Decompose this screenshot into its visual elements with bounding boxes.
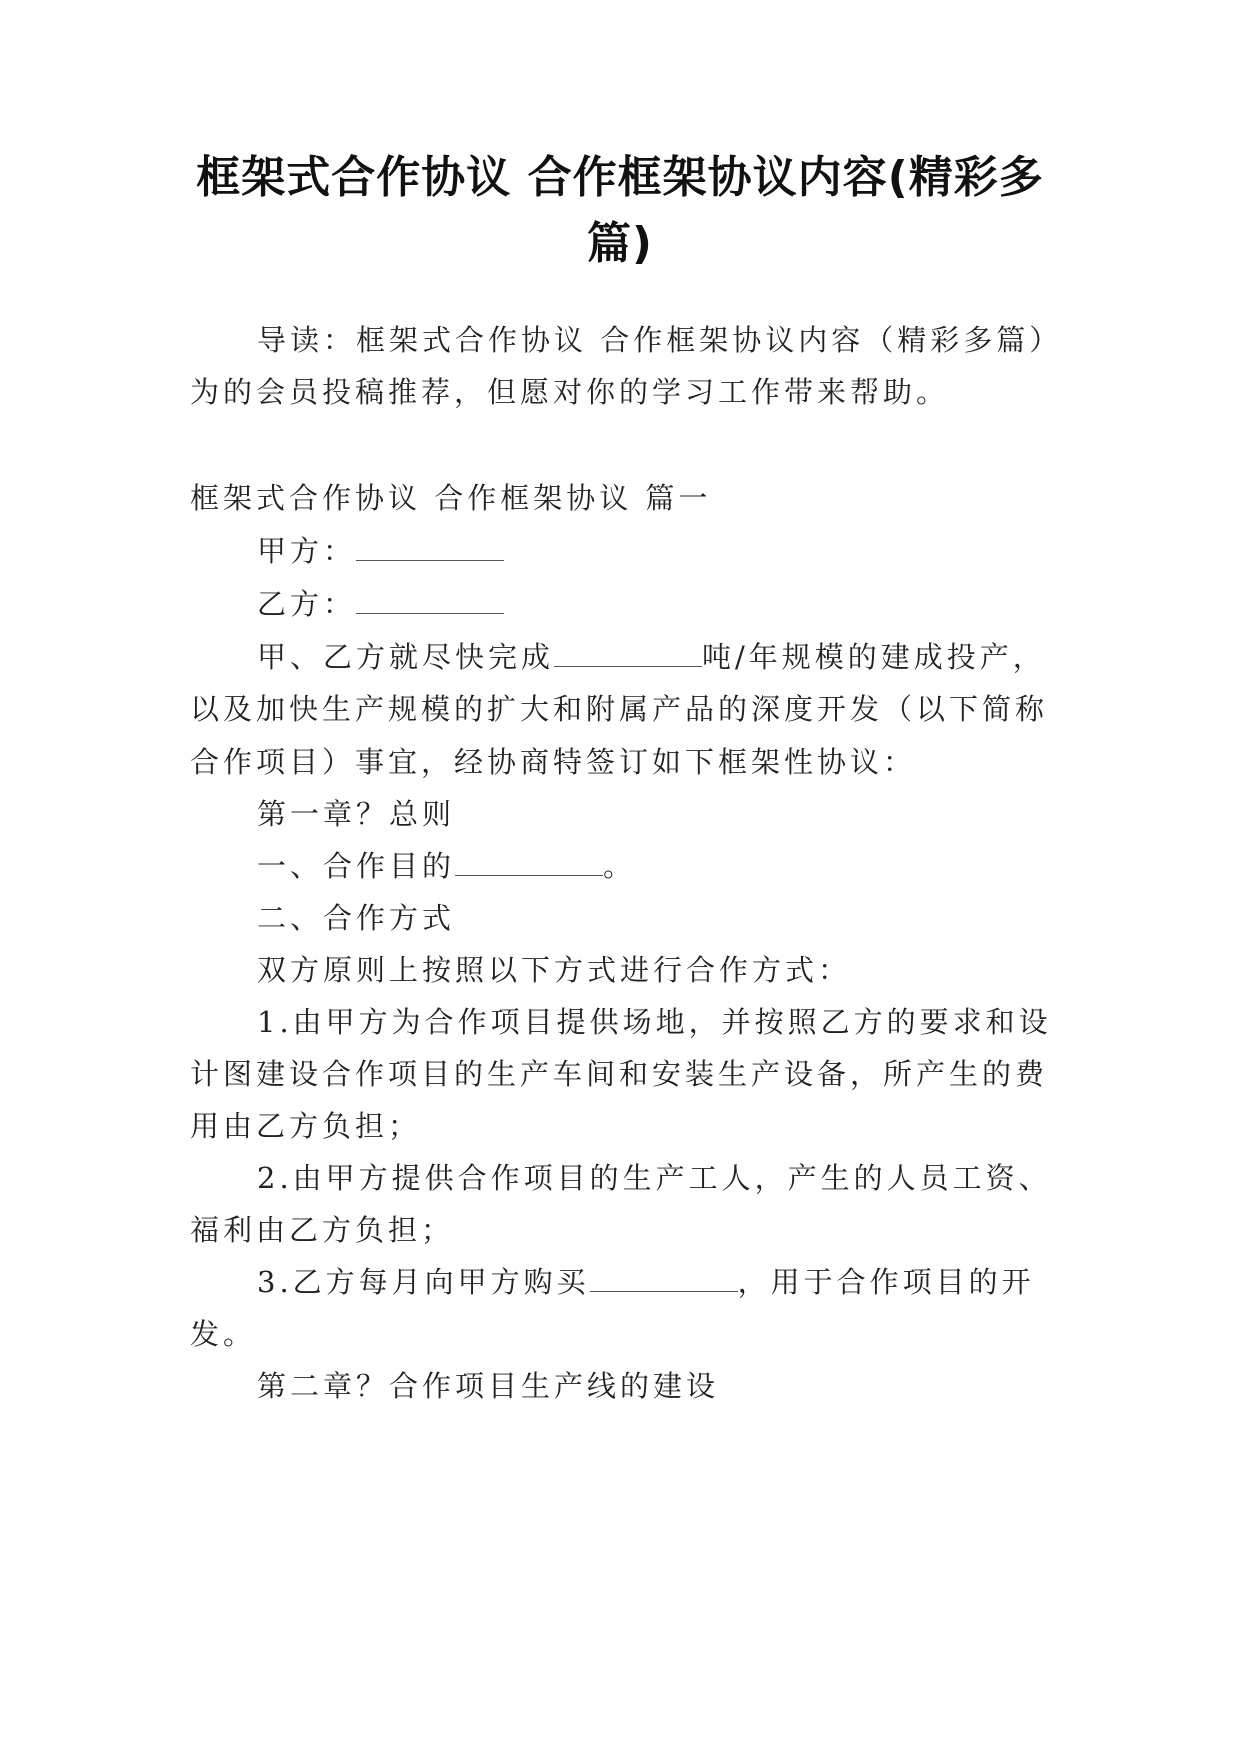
title-line-1: 框架式合作协议 合作框架协议内容(精彩多 xyxy=(196,152,1044,203)
paragraph-1-line-3: 合作项目）事宜，经协商特签订如下框架性协议： xyxy=(190,745,917,779)
paragraph-5-pre: 3.乙方每月向甲方购买 xyxy=(257,1265,590,1299)
paragraph-3-line-3: 用由乙方负担； xyxy=(190,1109,422,1143)
capacity-blank xyxy=(554,640,702,667)
paragraph-4-line-1: 2.由甲方提供合作项目的生产工人，产生的人员工资、 xyxy=(257,1161,1052,1195)
party-b-blank xyxy=(356,587,504,614)
party-b-label: 乙方： xyxy=(257,587,357,621)
paragraph-1-post: 吨/年规模的建成投产， xyxy=(702,640,1046,674)
party-a-blank xyxy=(356,534,504,561)
purchase-blank xyxy=(590,1265,738,1292)
paragraph-4-line-2: 福利由乙方负担； xyxy=(190,1213,455,1247)
item-1-pre: 一、合作目的 xyxy=(257,849,456,883)
paragraph-3-line-1: 1.由甲方为合作项目提供场地，并按照乙方的要求和设 xyxy=(257,1005,1052,1039)
party-b-line xyxy=(257,587,504,621)
item-2-line: 二、合作方式 xyxy=(257,901,456,935)
purpose-blank xyxy=(455,849,603,876)
paragraph-5-line-2: 发。 xyxy=(190,1317,257,1351)
paragraph-1-pre: 甲、乙方就尽快完成 xyxy=(257,640,555,674)
paragraph-3-line-2: 计图建设合作项目的生产车间和安装生产设备，所产生的费 xyxy=(190,1057,1049,1091)
document-title xyxy=(180,145,1060,277)
paragraph-2: 双方原则上按照以下方式进行合作方式： xyxy=(257,953,852,987)
section-heading: 框架式合作协议 合作框架协议 篇一 xyxy=(190,481,712,515)
party-a-label: 甲方： xyxy=(257,534,357,568)
chapter-1-heading: 第一章？总则 xyxy=(257,797,456,831)
paragraph-5-post: ，用于合作项目的开 xyxy=(737,1265,1035,1299)
paragraph-1-line-1 xyxy=(257,640,1046,674)
paragraph-5-line-1 xyxy=(257,1265,1035,1299)
intro-line-2: 为的会员投稿推荐，但愿对你的学习工作带来帮助。 xyxy=(190,375,950,409)
item-1-post: 。 xyxy=(603,849,637,883)
party-a-line xyxy=(257,534,504,568)
intro-line-1: 导读：框架式合作协议 合作框架协议内容（精彩多篇） xyxy=(257,323,1063,357)
chapter-2-heading: 第二章？合作项目生产线的建设 xyxy=(257,1369,720,1403)
title-line-2: 篇) xyxy=(586,218,654,269)
item-1-line xyxy=(257,849,636,883)
paragraph-1-line-2: 以及加快生产规模的扩大和附属产品的深度开发（以下简称 xyxy=(190,692,1049,726)
